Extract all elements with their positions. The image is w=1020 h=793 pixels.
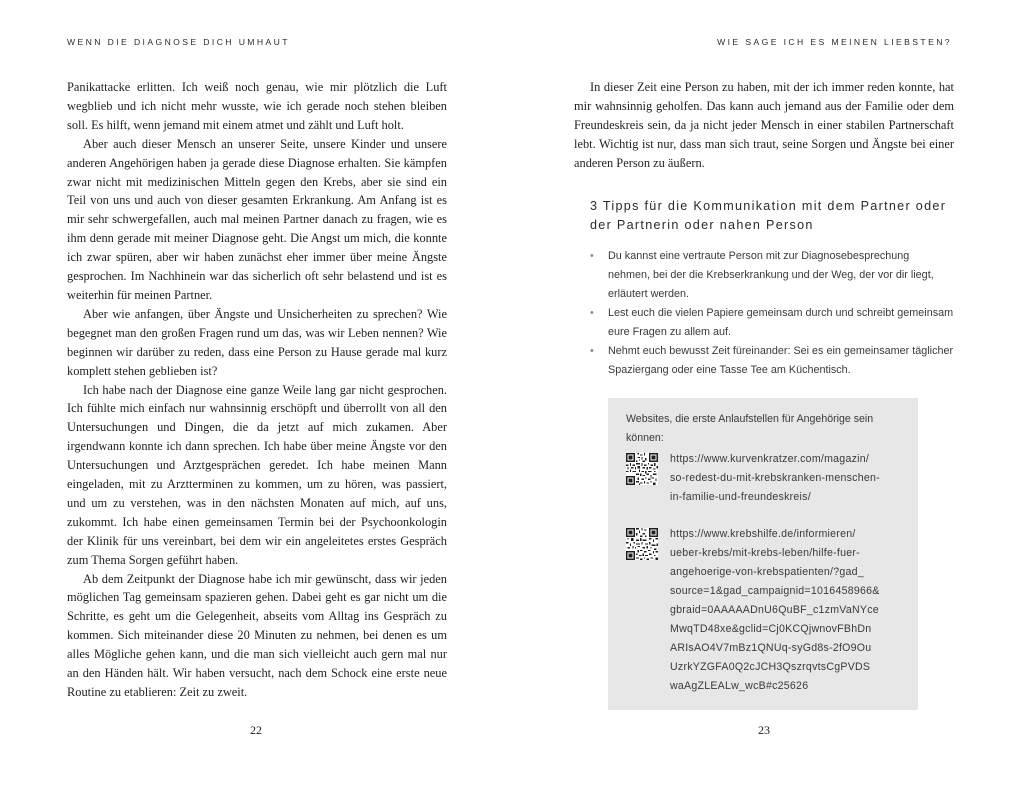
right-page-body [574,78,954,692]
tip-item: • Du kannst eine vertraute Person mit zur Diagnosebesprechung nehmen, bei der die Krebserkrankung und der Weg, der vor dir liegt, erläutert werden. [590,247,954,304]
body-paragraph: Aber auch dieser Mensch an unserer Seite, unsere Kinder und unsere anderen Angehörigen haben ja gerade diese Diagnose erhalten. Sie kämpfen zwar nicht mit medizinischen Mitteln gegen den Krebs, aber sie sind ein Teil von uns und auch von dieser gesamten Erkrankung. Am Anfang ist es mir sehr schwergefallen, auch mal meinen Partner danach zu fragen, wie es ihm denn gerade mit meiner Diagnose geht. Die Angst um mich, die konnte ich zwar spüren, aber wir haben zunächst eher immer über meine Ängste gesprochen. Im Nachhinein war das sicherlich oft sehr belastend und ist es weiterhin für meinen Partner. [67,136,447,302]
running-head-right: WIE SAGE ICH ES MEINEN LIEBSTEN? [717,37,952,47]
website-link[interactable]: https://www.krebshilfe.de/informieren/ ueber-krebs/mit-krebs-leben/hilfe-fuer- angehoerige-von-krebspatienten/?gad_ source=1&gad_campaignid=1016458966& gbraid=0AAAAADnU6QuBF_c1zmVaNYce MwqTD48xe&gclid=Cj0KCQjwnovFBhDn ARIsAO4V7mBz1QNUq-syGd8s-2fO9Ou UzrkYZGFA0Q2cJCH3QszrqvtsCgPVDS waAgZLEALw_wcB#c25626 [670,528,880,692]
body-paragraph: Aber wie anfangen, über Ängste und Unsicherheiten zu sprechen? Wie begegnet man den großen Fragen rund um das, was wir Leben nennen? Wie beginnen wir darüber zu reden, dass eine Person zu Hause gerade mal kurz komplett stehen geblieben ist? [67,306,447,378]
left-page-body [67,78,447,702]
qr-code-icon[interactable] [626,528,658,560]
body-paragraph: Panikattacke erlitten. Ich weiß noch genau, wie mir plötzlich die Luft wegblieb und ich nicht mehr wusste, wie ich gerade noch stehen bleiben soll. Es hilft, wenn jemand mit einem atmet und zählt und Luft holt. [67,80,447,132]
running-head-left: WENN DIE DIAGNOSE DICH UMHAUT [67,37,290,47]
body-paragraph: Ich habe nach der Diagnose eine ganze Weile lang gar nicht gesprochen. Ich fühlte mich einfach nur wahnsinnig erschöpft und überrollt von all den Untersuchungen und Dingen, die da jetzt auf mich zukamen. Aber irgendwann konnte ich dann sprechen. Ich habe über meine Ängste vor den Untersuchungen und Arztgesprächen geredet. Ich habe meinen Mann eingeladen, mit zu Arztterminen zu kommen, um zu hören, was passiert, und um zu verstehen, was in den nächsten Monaten auf mich, auf uns, zukommt. Ich habe einen gemeinsamen Termin bei der Psychoonkologin der Klinik für uns vereinbart, bei dem wir ein angeleitetes erstes Gespräch zum Thema Sorgen geführt haben. [67,382,447,567]
link-row [626,525,900,696]
page-number-right: 23 [758,723,770,737]
tips-heading: 3 Tipps für die Kommunikation mit dem Partner oder der Partnerin oder nahen Person [590,198,947,232]
websites-intro: Websites, die erste Anlaufstellen für Angehörige sein können: [626,413,874,444]
page-number-left: 22 [250,723,262,737]
tips-list [574,247,954,380]
tip-item: • Lest euch die vielen Papiere gemeinsam durch und schreibt gemeinsam eure Fragen zu allem auf. [590,304,954,342]
websites-box [608,398,918,710]
link-row [626,450,900,507]
tip-item: • Nehmt euch bewusst Zeit füreinander: Sei es ein gemeinsamer täglicher Spaziergang oder eine Tasse Tee am Küchentisch. [590,342,954,380]
body-paragraph: Ab dem Zeitpunkt der Diagnose habe ich mir gewünscht, dass wir jeden möglichen Tag gemeinsam spazieren gehen. Dabei geht es gar nicht um die Schritte, es geht um die Gelegenheit, abseits vom Alltag ins Gespräch zu kommen. Sich miteinander diese 20 Minuten zu nehmen, bei denen es um alles Mögliche gehen kann, und die man sich vielleicht auch gern mal nur an den Händen hält. Wir haben versucht, nach dem Schock eine erste neue Routine zu etablieren: Zeit zu zweit. [67,571,447,699]
qr-code-icon[interactable] [626,453,658,485]
intro-paragraph: In dieser Zeit eine Person zu haben, mit der ich immer reden konnte, hat mir wahnsinnig geholfen. Das kann auch jemand aus der Familie oder dem Freundeskreis sein, da ja nicht jeder Mensch in einer stabilen Partnerschaft lebt. Wichtig ist nur, dass man sich traut, seine Sorgen und Ängste bei einer anderen Person zu äußern. [574,80,954,170]
website-link[interactable]: https://www.kurvenkratzer.com/magazin/ so-redest-du-mit-krebskranken-menschen- in-familie-und-freundeskreis/ [670,453,880,503]
